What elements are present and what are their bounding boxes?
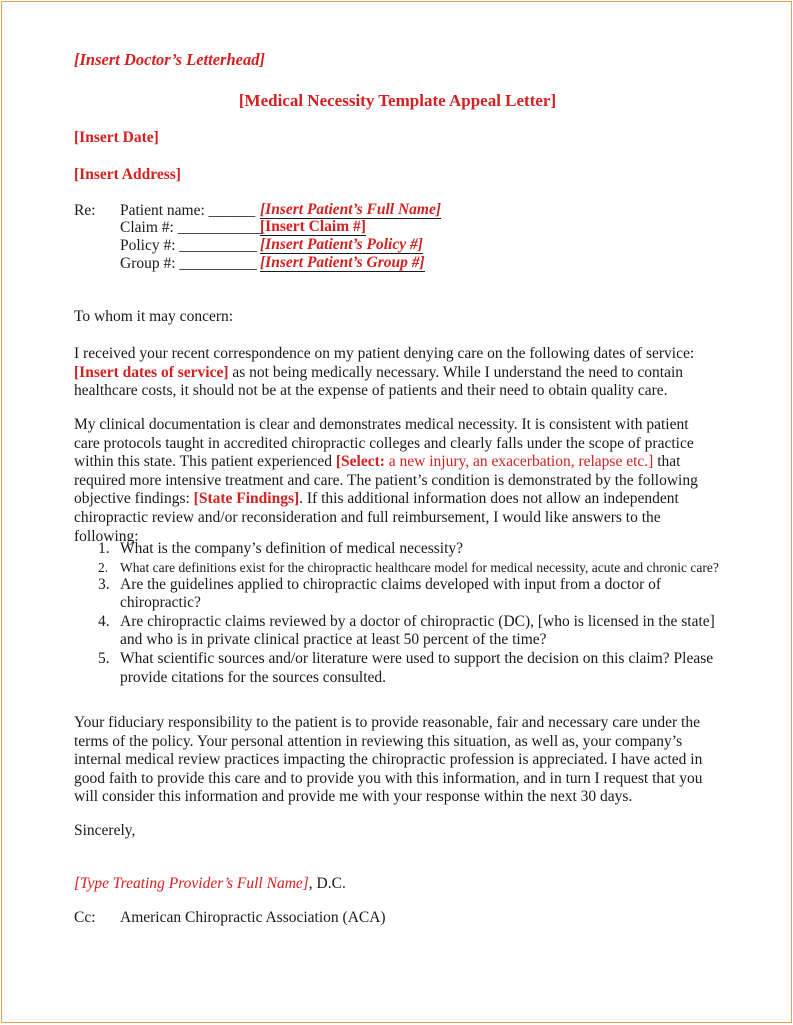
paragraph-text: . If this additional information does not allow an independent chiropractic review and/or reconsideration and full reimbursement, I would like answers to the following: [74, 490, 679, 545]
letter-page [1, 1, 792, 1023]
re-row-group [120, 255, 500, 273]
closing: Sincerely, [74, 822, 136, 839]
list-item [74, 650, 734, 687]
credential-suffix: , D.C. [308, 875, 346, 892]
cc-label: Cc: [74, 909, 96, 926]
list-item-number: 1. [98, 540, 110, 557]
signature-line [74, 875, 714, 894]
paragraph-text: that required more intensive treatment and care. The patient’s condition is demonstrated by the following objective findings: [74, 453, 698, 508]
select-options-placeholder: a new injury, an exacerbation, relapse etc.] [384, 453, 654, 471]
re-row-label: Group #: __________ [120, 255, 257, 272]
letter-title: [Medical Necessity Template Appeal Letter] [238, 91, 557, 110]
list-item-text: Are chiropractic claims reviewed by a doctor of chiropractic (DC), [who is licensed in the state] and who is in private clinical practice at least 50 percent of the time? [120, 612, 715, 649]
salutation: To whom it may concern: [74, 308, 234, 325]
questions-list [74, 540, 734, 687]
re-row-value: [Insert Patient’s Policy #] [260, 236, 423, 253]
list-item-number: 4. [98, 612, 110, 630]
re-row-value: [Insert Patient’s Group #] [260, 254, 425, 271]
paragraph-text: as not being medically necessary. While I understand the need to contain healthcare costs, it should not be at the expense of patients and their need to obtain quality care. [74, 363, 684, 400]
re-row-policy [120, 237, 500, 255]
paragraph-text: I received your recent correspondence on my patient denying care on the following dates of service: [74, 345, 695, 362]
list-item-text: What care definitions exist for the chiropractic healthcare model for medical necessity, acute and chronic care? [120, 559, 719, 575]
dates-of-service-placeholder: [Insert dates of service] [74, 363, 229, 381]
provider-name-placeholder: [Type Treating Provider’s Full Name] [74, 875, 309, 892]
re-row-value: [Insert Patient’s Full Name] [260, 201, 441, 218]
paragraph-text: My clinical documentation is clear and demonstrates medical necessity. It is consistent with patient care protocols taught in accredited chiropractic colleges and clearly falls under the scope of practice within this state. This patient experienced [74, 416, 694, 471]
cc-line [74, 909, 714, 928]
list-item-number: 2. [98, 559, 109, 575]
select-placeholder: [Select: [335, 453, 385, 471]
list-item-text: Are the guidelines applied to chiropractic claims developed with input from a doctor of chiropractic? [120, 575, 662, 612]
list-item-number: 3. [98, 575, 110, 593]
list-item [74, 559, 734, 576]
date-placeholder: [Insert Date] [74, 129, 159, 146]
re-row-value: [Insert Claim #] [260, 218, 366, 235]
list-item [74, 576, 734, 613]
address-placeholder: [Insert Address] [74, 166, 181, 183]
list-item-number: 5. [98, 649, 110, 667]
paragraph-clinical-documentation [74, 416, 714, 546]
list-item [74, 613, 734, 650]
list-item-text: What scientific sources and/or literature were used to support the decision on this claim? Please provide citations for the sources consulted. [120, 649, 714, 686]
re-label: Re: [74, 202, 96, 219]
letterhead-placeholder: [Insert Doctor’s Letterhead] [74, 50, 265, 69]
list-item-text: What is the company’s definition of medical necessity? [120, 540, 464, 557]
cc-recipient: American Chiropractic Association (ACA) [120, 909, 386, 926]
findings-placeholder: [State Findings] [193, 490, 300, 508]
re-row-label: Patient name: ______ [120, 202, 256, 219]
paragraph-fiduciary-responsibility: Your fiduciary responsibility to the patient is to provide reasonable, fair and necessary care under the terms of the policy. Your personal attention in reviewing this situation, as well as, your company’s internal medical review practices impacting the chiropractic profession is appreciated. I have acted in good faith to provide this care and to provide you with this information, and in turn I request that you will consider this information and provide me with your response within the next 30 days. [74, 714, 703, 806]
list-item [74, 540, 734, 559]
paragraph-dates-of-service [74, 345, 714, 401]
re-row-label: Claim #: ___________ [120, 219, 263, 236]
re-row-label: Policy #: __________ [120, 237, 257, 254]
re-row-claim [120, 219, 500, 237]
